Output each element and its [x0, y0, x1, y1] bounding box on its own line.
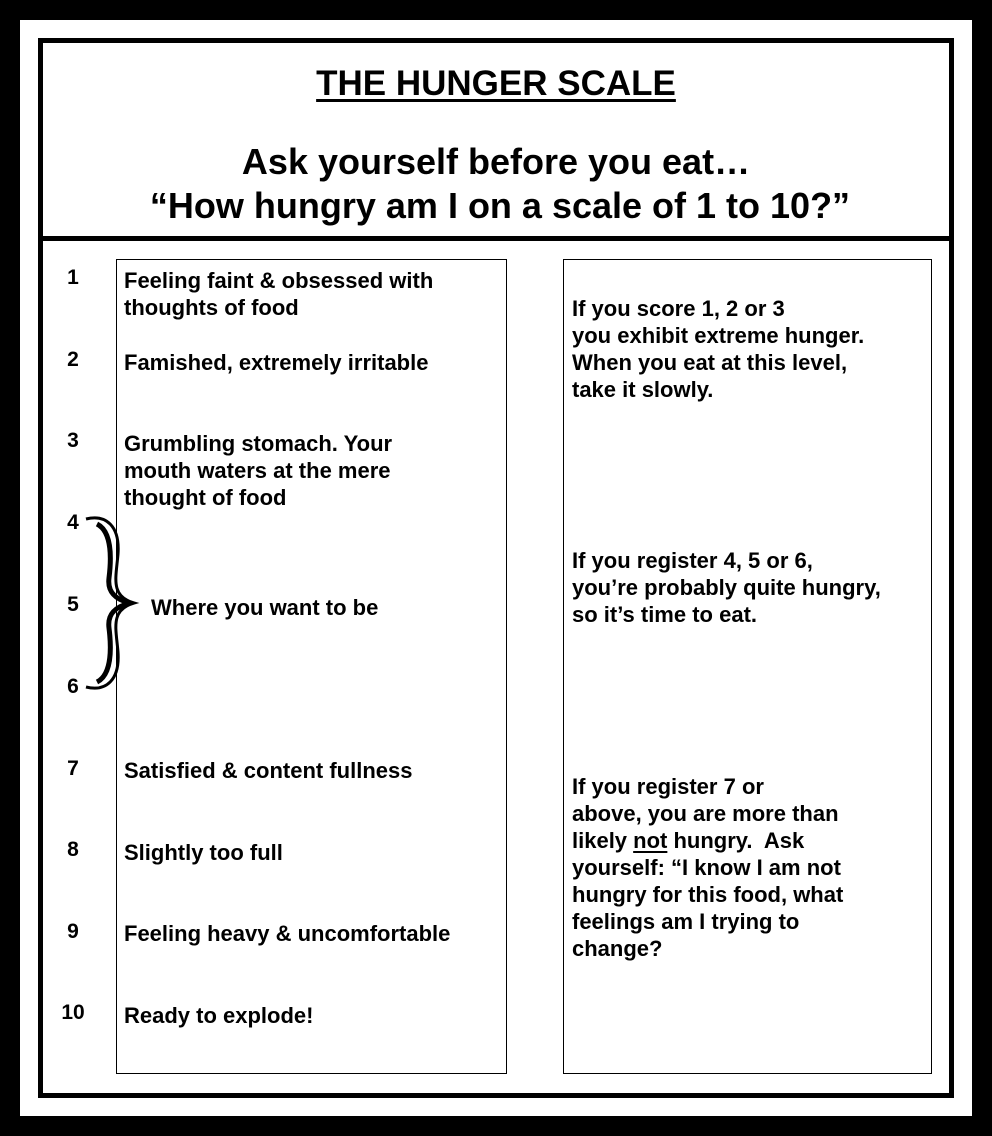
- scale-number: 8: [67, 838, 79, 861]
- note-line: you exhibit extreme hunger.: [572, 323, 865, 348]
- note-line: you’re probably quite hungry,: [572, 575, 881, 600]
- description-line: Feeling faint & obsessed with: [124, 268, 434, 293]
- scale-description: [124, 267, 504, 321]
- note-text: hungry. Ask: [667, 828, 805, 853]
- description-line: Feeling heavy & uncomfortable: [124, 921, 451, 946]
- description-line: thoughts of food: [124, 295, 299, 320]
- page-subtitle: [0, 140, 992, 228]
- note-line: If you register 4, 5 or 6,: [572, 548, 813, 573]
- note-line: so it’s time to eat.: [572, 602, 758, 627]
- note-line: take it slowly.: [572, 377, 714, 402]
- note-line: If you register 7 or: [572, 774, 764, 799]
- note-low-hunger: [572, 295, 928, 403]
- note-text: likely: [572, 828, 634, 853]
- scale-number: 5: [67, 593, 79, 616]
- scale-descriptions-box: [116, 259, 507, 1074]
- scale-number: 1: [67, 266, 79, 289]
- description-line: Ready to explode!: [124, 1003, 314, 1028]
- scale-description: [124, 1002, 504, 1029]
- scale-number: 3: [67, 429, 79, 452]
- scale-description: [124, 349, 504, 376]
- description-line: Famished, extremely irritable: [124, 350, 429, 375]
- description-line: mouth waters at the mere: [124, 458, 391, 483]
- note-mid-hunger: [572, 547, 928, 628]
- note-line: hungry for this food, what: [572, 882, 844, 907]
- scale-number: 2: [67, 348, 79, 371]
- scale-description: [124, 839, 504, 866]
- note-line: change?: [572, 936, 663, 961]
- scale-number: 7: [67, 757, 79, 780]
- scale-number: 9: [67, 920, 79, 943]
- scale-description: [124, 757, 504, 784]
- note-line: [572, 827, 928, 854]
- note-line: When you eat at this level,: [572, 350, 848, 375]
- description-line: Satisfied & content fullness: [124, 758, 413, 783]
- description-line: thought of food: [124, 485, 287, 510]
- header-divider: [38, 236, 954, 241]
- note-emphasis: not: [633, 828, 668, 853]
- note-line: above, you are more than: [572, 801, 839, 826]
- description-line: Slightly too full: [124, 840, 283, 865]
- subtitle-line-1: Ask yourself before you eat…: [241, 141, 751, 182]
- target-zone-label: Where you want to be: [151, 595, 379, 620]
- scale-description: [124, 430, 504, 511]
- note-line: yourself: “I know I am not: [572, 855, 841, 880]
- page-title-text: THE HUNGER SCALE: [316, 64, 676, 103]
- curly-brace-icon: [80, 512, 140, 694]
- page-title: [0, 64, 992, 104]
- description-line: Grumbling stomach. Your: [124, 431, 393, 456]
- note-high-hunger: [572, 773, 928, 962]
- scale-description: [124, 920, 504, 947]
- subtitle-line-2: “How hungry am I on a scale of 1 to 10?”: [149, 185, 851, 226]
- scale-number: 6: [67, 675, 79, 698]
- note-line: feelings am I trying to: [572, 909, 800, 934]
- scale-number: 10: [61, 1001, 85, 1024]
- note-line: If you score 1, 2 or 3: [572, 296, 785, 321]
- scale-number: 4: [67, 511, 79, 534]
